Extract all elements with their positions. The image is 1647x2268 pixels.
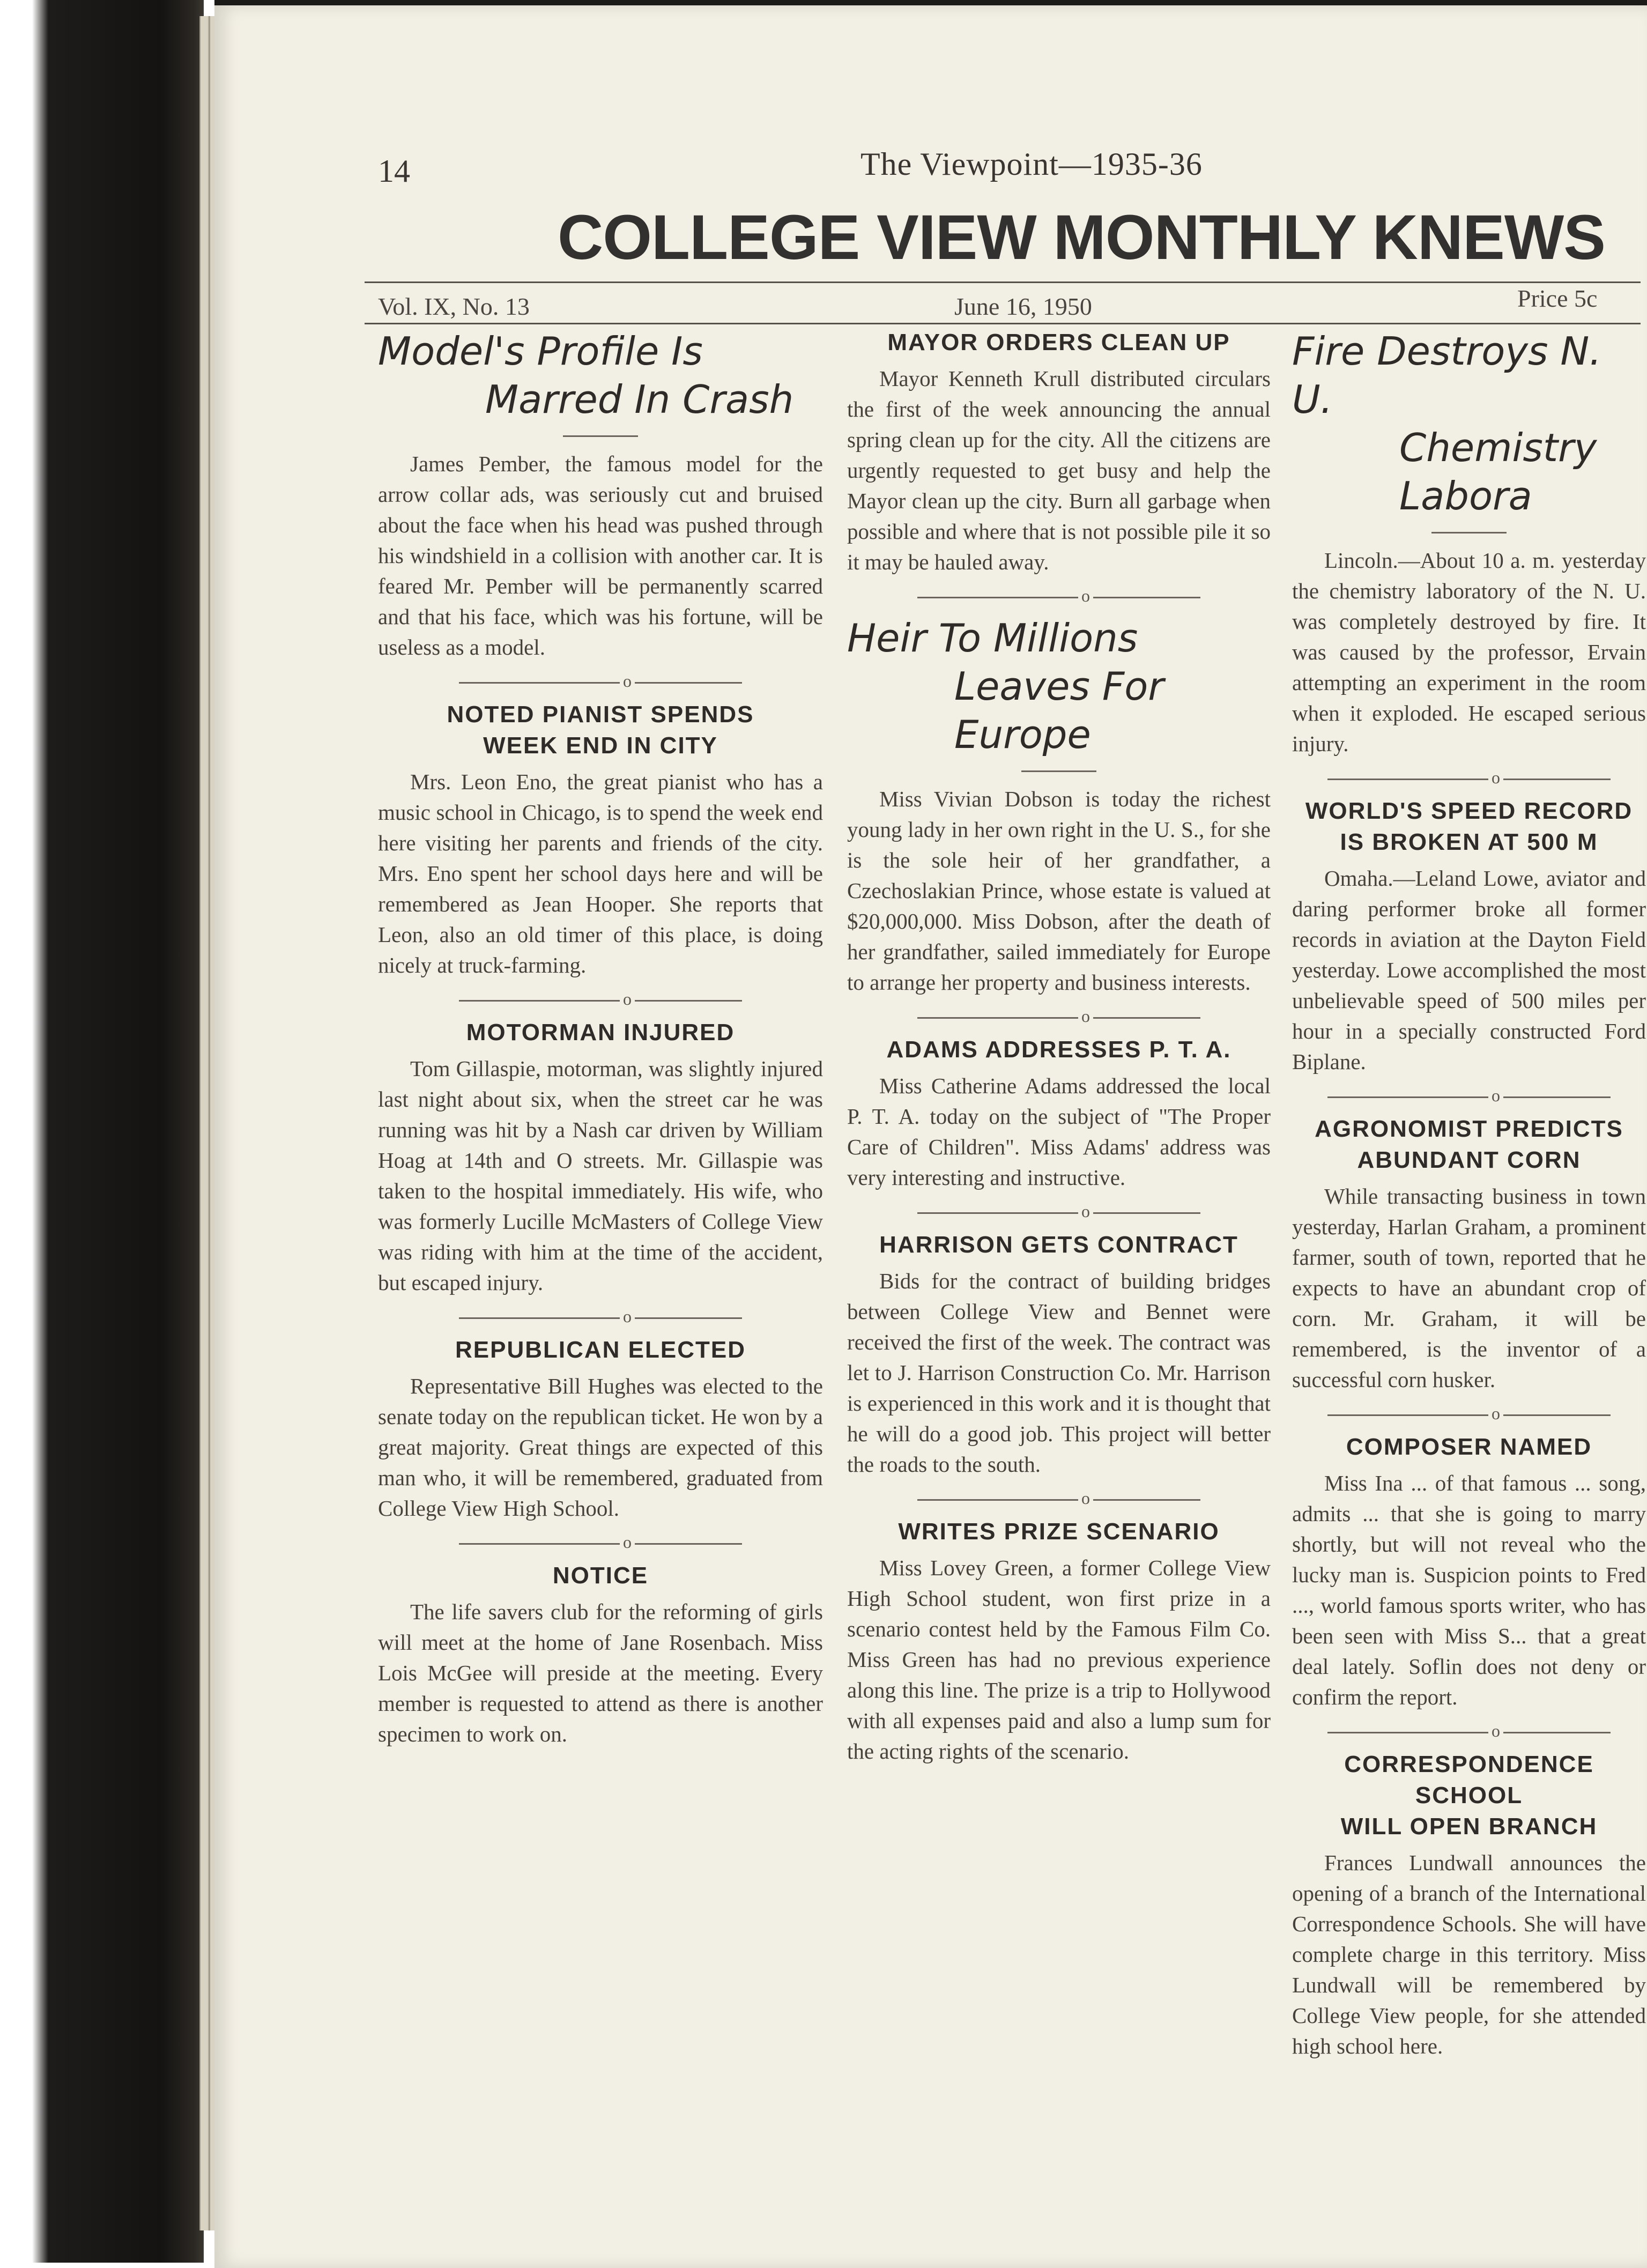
- article-headline: MAYOR ORDERS CLEAN UP: [887, 329, 1230, 355]
- article-body: Tom Gillaspie, motorman, was slightly injured last night about six, when the street car he was running was hit by a Nash car driven by William Hoag at 14th and O streets. Mr. Gillaspie was taken to the hospital immediately. His wife, who was formerly Lucille McMasters of College View was riding with him at the time of the accident, but escaped injury.: [378, 1056, 823, 1295]
- headline-rule: [563, 435, 638, 437]
- page-edge: [199, 16, 209, 2230]
- article-body: While transacting business in town yesterday, Harlan Graham, a prominent farmer, south of town, reported that he expects to have an abundant crop of corn. Mr. Graham, it will be remembered, is the inventor of a successful corn husker.: [1292, 1184, 1646, 1392]
- book-binding: [0, 0, 204, 2263]
- article-headline: Model's Profile Is: [378, 329, 703, 374]
- article-body: The life savers club for the reforming of girls will meet at the home of Jane Rosenbach. Miss Lois McGee will preside at the meeting. Every member is requested to attend as there is another specimen to work on.: [378, 1599, 823, 1746]
- masthead-rule-bottom: [365, 323, 1641, 324]
- article-headline: Heir To Millions: [847, 616, 1138, 661]
- article-headline: AGRONOMIST PREDICTS: [1315, 1116, 1623, 1142]
- article-headline: ADAMS ADDRESSES P. T. A.: [886, 1036, 1231, 1063]
- news-article: [1292, 327, 1646, 759]
- article-headline: WORLD'S SPEED RECORD: [1305, 798, 1633, 824]
- story-separator: o: [1292, 1720, 1646, 1741]
- article-body: Mrs. Leon Eno, the great pianist who has a music school in Chicago, is to spend the week end here visiting her parents and friends of the city. Mrs. Eno spent her school days here and will be remembered as Jean Hooper. She reports that Leon, also an old timer of this place, is doing nicely at truck-farming.: [378, 769, 823, 977]
- masthead: COLLEGE VIEW MONTHLY KNEWS: [558, 202, 1605, 273]
- story-separator: o: [378, 1531, 823, 1553]
- news-article: [1292, 1114, 1646, 1395]
- article-body: Frances Lundwall announces the opening of a branch of the International Correspondence Schools. She will have complete charge in this territory. Miss Lundwall will be remembered by College View people, for she attended high school here.: [1292, 1850, 1646, 2058]
- volume-number: Vol. IX, No. 13: [378, 293, 530, 320]
- article-body: Lincoln.—About 10 a. m. yesterday the chemistry laboratory of the N. U. was completely destroyed by fire. It was caused by the professor, Ervain attempting an experiment in the room when it exploded. He escaped serious injury.: [1292, 548, 1646, 756]
- news-article: [378, 699, 823, 981]
- page-number: 14: [378, 153, 410, 189]
- article-body: Bids for the contract of building bridges between College View and Bennet were received the first of the week. The contract was let to J. Harrison Construction Co. Mr. Harrison is experienced in this work and it is thought that he will do a good job. This project will better the roads to the south.: [847, 1269, 1271, 1477]
- article-headline: Leaves For Europe: [954, 664, 1164, 757]
- story-separator: o: [378, 988, 823, 1010]
- news-article: [847, 1034, 1271, 1193]
- article-body: Omaha.—Leland Lowe, aviator and daring performer broke all former records in aviation at the Dayton Field yesterday. Lowe accomplished the most unbelievable speed of 500 miles per hour in a specially constructed Ford Biplane.: [1292, 866, 1646, 1074]
- news-article: [1292, 1432, 1646, 1713]
- news-article: [1292, 796, 1646, 1077]
- article-body: Representative Bill Hughes was elected to the senate today on the republican ticket. He won by a great majority. Great things are expected of this man who, it will be remembered, graduated from College View High School.: [378, 1374, 823, 1521]
- newspaper-page: [214, 0, 1647, 2268]
- article-headline: COMPOSER NAMED: [1346, 1434, 1592, 1460]
- news-article: [378, 1335, 823, 1524]
- article-headline: WRITES PRIZE SCENARIO: [898, 1518, 1220, 1545]
- article-headline: WILL OPEN BRANCH: [1340, 1813, 1598, 1840]
- column-3: [1292, 327, 1646, 2150]
- article-headline: IS BROKEN AT 500 M: [1340, 829, 1598, 855]
- binding-shadow: [0, 0, 204, 2263]
- article-headline: Fire Destroys N. U.: [1292, 329, 1602, 422]
- story-separator: o: [378, 1306, 823, 1327]
- story-separator: o: [847, 585, 1271, 606]
- news-article: [378, 1560, 823, 1750]
- price: Price 5c: [1517, 285, 1598, 312]
- article-body: Miss Ina ... of that famous ... song, admits ... that she is going to marry shortly, but will not reveal who the lucky man is. Suspicion points to Fred ..., world famous sports writer, who has been seen with Miss S... that a great deal lately. Soflin does not deny or confirm the report.: [1292, 1471, 1646, 1709]
- story-separator: o: [1292, 767, 1646, 788]
- article-headline: WEEK END IN CITY: [483, 732, 718, 759]
- news-article: [847, 1229, 1271, 1480]
- article-headline: Chemistry Labora: [1399, 425, 1597, 518]
- article-headline: MOTORMAN INJURED: [466, 1019, 735, 1046]
- story-separator: o: [847, 1200, 1271, 1222]
- article-headline: REPUBLICAN ELECTED: [455, 1337, 746, 1363]
- news-article: [847, 1516, 1271, 1767]
- headline-rule: [1021, 770, 1096, 772]
- story-separator: o: [1292, 1085, 1646, 1106]
- article-headline: Marred In Crash: [485, 377, 794, 422]
- issue-date: June 16, 1950: [954, 293, 1092, 320]
- article-body: Mayor Kenneth Krull distributed circulars the first of the week announcing the annual spring clean up for the city. All the citizens are urgently requested to get busy and help the Mayor clean up the city. Burn all garbage when possible and where that is not possible pile it so it may be hauled away.: [847, 366, 1271, 574]
- column-1: [378, 327, 823, 1750]
- story-separator: o: [847, 1005, 1271, 1027]
- running-head: The Viewpoint—1935-36: [860, 146, 1203, 182]
- article-headline: HARRISON GETS CONTRACT: [879, 1232, 1238, 1258]
- news-article: [378, 327, 823, 663]
- story-separator: o: [378, 670, 823, 692]
- article-body: Miss Catherine Adams addressed the local P. T. A. today on the subject of "The Proper Care of Children". Miss Adams' address was very interesting and instructive.: [847, 1073, 1271, 1190]
- story-separator: o: [1292, 1403, 1646, 1424]
- article-headline: CORRESPONDENCE SCHOOL: [1344, 1751, 1594, 1809]
- news-article: [847, 327, 1271, 577]
- column-2: [847, 327, 1271, 1767]
- article-headline: NOTICE: [552, 1562, 649, 1589]
- masthead-rule-top: [365, 281, 1641, 283]
- headline-rule: [1431, 532, 1507, 533]
- article-body: Miss Lovey Green, a former College View High School student, won first prize in a scenario contest held by the Famous Film Co. Miss Green has had no previous experience along this line. The prize is a trip to Hollywood with all expenses paid and also a lump sum for the acting rights of the scenario.: [847, 1555, 1271, 1763]
- news-article: [847, 614, 1271, 998]
- news-article: [378, 1017, 823, 1298]
- article-body: Miss Vivian Dobson is today the richest young lady in her own right in the U. S., for she is the sole heir of her grandfather, a Czechoslakian Prince, whose estate is valued at $20,000,000. Miss Dobson, after the death of her grandfather, sailed immediately for Europe to arrange her property and business interests.: [847, 787, 1271, 995]
- news-article: [1292, 1749, 1646, 2062]
- story-separator: o: [847, 1487, 1271, 1509]
- article-headline: NOTED PIANIST SPENDS: [447, 701, 754, 728]
- article-body: James Pember, the famous model for the arrow collar ads, was seriously cut and bruised about the face when his head was pushed through his windshield in a collision with another car. It is feared Mr. Pember will be permanently scarred and that his face, which was his fortune, will be useless as a model.: [378, 451, 823, 659]
- article-headline: ABUNDANT CORN: [1357, 1147, 1581, 1173]
